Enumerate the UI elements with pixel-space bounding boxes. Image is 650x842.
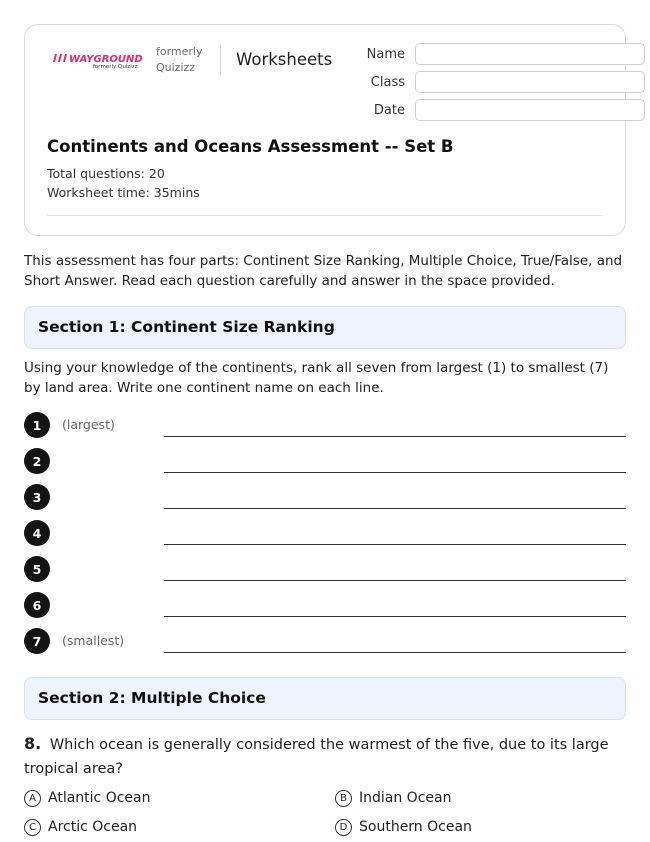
rank-row — [24, 628, 626, 654]
worksheet-title: Continents and Oceans Assessment -- Set B — [47, 137, 454, 156]
option-letter-circle: A — [24, 790, 41, 807]
class-label: Class — [370, 74, 405, 90]
rank-number-badge: 3 — [24, 484, 50, 510]
product-label: Worksheets — [236, 50, 333, 69]
date-field-row — [365, 99, 645, 121]
answer-line[interactable] — [164, 580, 626, 581]
date-label: Date — [373, 102, 405, 118]
logo-wordmark: WAYGROUND — [69, 54, 143, 65]
rank-number-badge: 5 — [24, 556, 50, 582]
section-2-header — [24, 677, 626, 720]
rank-number-badge: 4 — [24, 520, 50, 546]
rank-hint: (smallest) — [62, 633, 125, 648]
option-text: Arctic Ocean — [48, 819, 138, 835]
name-input[interactable] — [415, 43, 645, 65]
option-letter-circle: D — [335, 819, 352, 836]
answer-line[interactable] — [164, 652, 626, 653]
worksheet-header-card — [24, 24, 626, 236]
section-2-title: Section 2: Multiple Choice — [38, 689, 266, 707]
section-1-instructions: Using your knowledge of the continents, rank all seven from largest (1) to smallest (7) by land area. Write one continent name on each line. — [24, 360, 609, 396]
answer-line[interactable] — [164, 544, 626, 545]
answer-line[interactable] — [164, 616, 626, 617]
logo-subtitle: formerly Quizizz — [93, 64, 138, 70]
rank-row — [24, 592, 626, 618]
option-letter-circle: B — [335, 790, 352, 807]
rank-row — [24, 412, 626, 438]
name-field-row — [365, 43, 645, 65]
rank-row — [24, 484, 626, 510]
section-1-title: Section 1: Continent Size Ranking — [38, 318, 335, 336]
answer-line[interactable] — [164, 508, 626, 509]
formerly-quizizz-text: formerly Quizizz — [156, 45, 203, 74]
rank-number-badge: 6 — [24, 592, 50, 618]
option-b[interactable] — [335, 789, 451, 807]
intro-text: This assessment has four parts: Continent Size Ranking, Multiple Choice, True/False, and Short Answer. Read each question carefully and answer in the space provided. — [24, 253, 623, 289]
option-c[interactable] — [24, 818, 137, 836]
question-8 — [24, 732, 624, 781]
option-text: Southern Ocean — [359, 819, 472, 835]
rank-row — [24, 556, 626, 582]
rank-number-badge: 2 — [24, 448, 50, 474]
option-letter-circle: C — [24, 819, 41, 836]
answer-line[interactable] — [164, 436, 626, 437]
header-divider — [220, 45, 221, 75]
rank-number-badge: 7 — [24, 628, 50, 654]
total-questions: Total questions: 20 — [47, 166, 165, 181]
rank-row — [24, 448, 626, 474]
rank-hint: (largest) — [62, 417, 115, 432]
worksheet-time: Worksheet time: 35mins — [47, 185, 200, 200]
option-d[interactable] — [335, 818, 472, 836]
class-input[interactable] — [415, 71, 645, 93]
date-input[interactable] — [415, 99, 645, 121]
question-number: 8. — [24, 734, 42, 753]
class-field-row — [365, 71, 645, 93]
rank-row — [24, 520, 626, 546]
header-bottom-divider — [47, 215, 603, 216]
option-text: Indian Ocean — [359, 790, 452, 806]
option-text: Atlantic Ocean — [48, 790, 151, 806]
answer-line[interactable] — [164, 472, 626, 473]
section-1-header — [24, 306, 626, 349]
rank-number-badge: 1 — [24, 412, 50, 438]
option-a[interactable] — [24, 789, 150, 807]
question-text: Which ocean is generally considered the warmest of the five, due to its large tropical area? — [24, 737, 609, 777]
name-label: Name — [366, 46, 405, 62]
